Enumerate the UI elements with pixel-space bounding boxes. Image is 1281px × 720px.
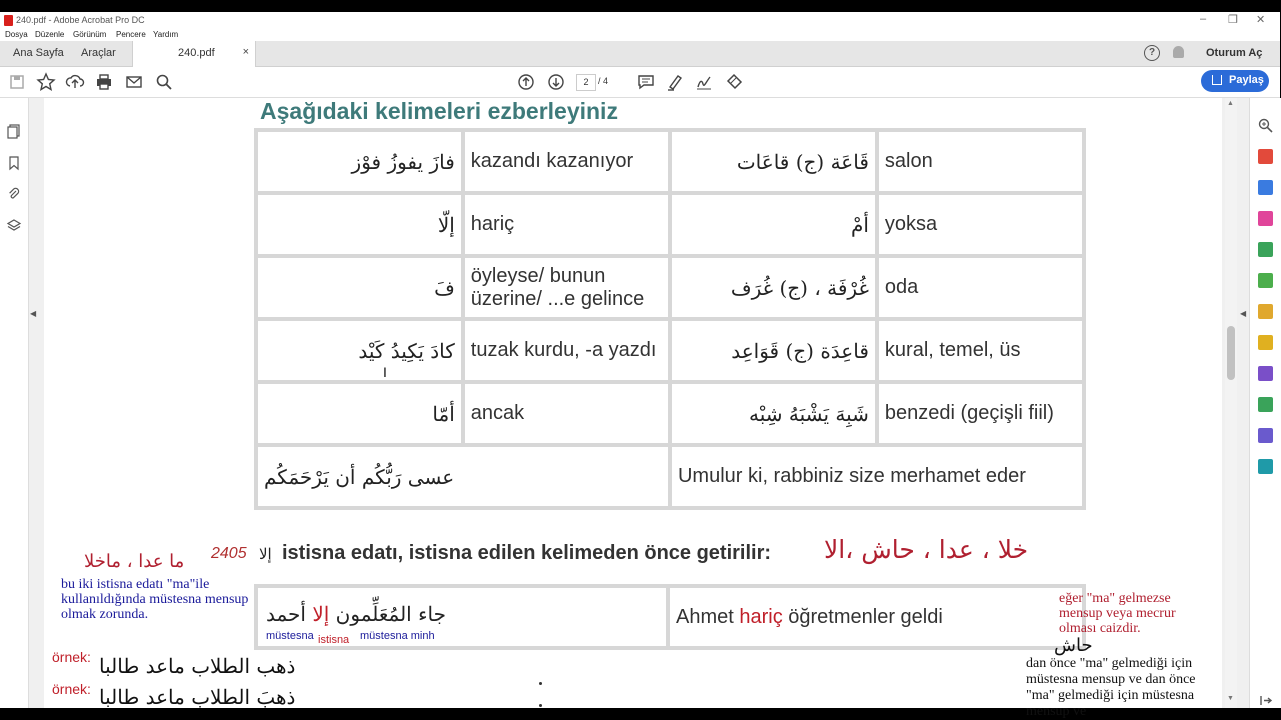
example-arabic-cell bbox=[258, 588, 666, 646]
annotation-note-left: bu iki istisna edatı "ma"ile kullanıldığında müstesna mensup olmak zorunda. bbox=[61, 577, 249, 622]
menu-window[interactable]: Pencere bbox=[116, 30, 146, 39]
example-illa: إلا bbox=[312, 602, 330, 626]
page-heading: Aşağıdaki kelimeleri ezberleyiniz bbox=[260, 98, 618, 124]
title-bar bbox=[0, 12, 1280, 29]
table-cell-arabic: فَ bbox=[258, 258, 461, 317]
bookmarks-icon[interactable] bbox=[7, 156, 21, 170]
sign-in-link[interactable]: Oturum Aç bbox=[1206, 47, 1263, 59]
example-sentence bbox=[266, 602, 446, 626]
organize-pages-icon[interactable] bbox=[1258, 211, 1273, 226]
acrobat-logo-icon bbox=[4, 15, 13, 26]
table-row bbox=[258, 588, 1082, 646]
table-cell-translation: kazandı kazanıyor bbox=[465, 132, 668, 191]
more-tools-icon[interactable] bbox=[1258, 459, 1273, 474]
example-translation-part: öğretmenler geldi bbox=[782, 605, 943, 628]
close-window-icon[interactable]: ✕ bbox=[1256, 14, 1266, 26]
example-sentence-part: جاء المُعَلِّمون bbox=[329, 602, 446, 626]
save-icon[interactable] bbox=[7, 72, 27, 92]
send-for-signature-icon[interactable] bbox=[1258, 366, 1273, 381]
tab-bar bbox=[0, 41, 1280, 67]
layers-icon[interactable] bbox=[7, 219, 21, 233]
handwritten-number: 2405 bbox=[211, 545, 247, 562]
help-icon[interactable]: ? bbox=[1144, 45, 1160, 61]
collapse-right-panel-icon[interactable]: ◀ bbox=[1240, 309, 1247, 318]
restore-icon[interactable]: ❐ bbox=[1228, 14, 1238, 26]
highlight-pen-icon[interactable] bbox=[665, 72, 685, 92]
example-label: örnek: bbox=[52, 649, 91, 665]
table-cell-translation: yoksa bbox=[879, 195, 1082, 254]
table-cell-arabic: عسى رَبُّكُم أن يَرْحَمَكُم bbox=[258, 447, 668, 506]
window-title: 240.pdf - Adobe Acrobat Pro DC bbox=[16, 15, 145, 25]
sign-icon[interactable] bbox=[694, 72, 714, 92]
protect-icon[interactable] bbox=[1258, 428, 1273, 443]
scroll-up-icon[interactable]: ▲ bbox=[1227, 100, 1234, 107]
rule-arabic-particles: خلا ، عدا ، حاش ،الا bbox=[824, 535, 1029, 564]
previous-page-icon[interactable] bbox=[516, 72, 536, 92]
annotation-note-right-2: dan önce "ma" gelmediği için müstesna mensup ve dan önce "ma" gelmediği için müstesna mensup ve bbox=[1026, 656, 1196, 719]
page-number-input[interactable]: 2 bbox=[576, 74, 596, 91]
example-translation-hariç: hariç bbox=[739, 605, 783, 628]
search-icon[interactable] bbox=[154, 72, 174, 92]
tab-tools[interactable]: Araçlar bbox=[81, 47, 116, 59]
pdf-page bbox=[44, 98, 1222, 719]
zoom-icon[interactable] bbox=[1258, 118, 1273, 133]
table-cell-arabic: إلّا bbox=[258, 195, 461, 254]
table-cell-arabic: قَاعَة (ج) قاعَات bbox=[672, 132, 875, 191]
ink-dot bbox=[539, 704, 542, 707]
close-tab-icon[interactable]: × bbox=[242, 46, 249, 58]
share-button[interactable] bbox=[1201, 70, 1269, 92]
tag-mustesna: müstesna bbox=[266, 630, 314, 642]
share-icon bbox=[1212, 75, 1222, 85]
annotation-arabic-left: ما عدا ، ماخلا bbox=[84, 551, 185, 572]
vertical-scrollbar[interactable] bbox=[1225, 98, 1237, 708]
table-cell-arabic: شَبِهَ يَشْبَهُ شِبْه bbox=[672, 384, 875, 443]
annotation-note-right: eğer "ma" gelmezse mensup veya mecrur olması caizdir. bbox=[1059, 591, 1176, 636]
create-pdf-icon[interactable] bbox=[1258, 149, 1273, 164]
right-tools-panel bbox=[1249, 98, 1281, 708]
export-pdf-icon[interactable] bbox=[1258, 273, 1273, 288]
table-cell-translation: oda bbox=[879, 258, 1082, 317]
rule-illa-word: إلا bbox=[259, 545, 272, 563]
toolbar bbox=[0, 67, 1280, 98]
print-icon[interactable] bbox=[94, 72, 114, 92]
rule-text: istisna edatı, istisna edilen kelimeden önce getirilir: bbox=[282, 542, 772, 564]
collapse-left-panel-icon[interactable]: ◀ bbox=[30, 309, 37, 318]
table-row bbox=[258, 321, 1082, 380]
menu-bar bbox=[0, 29, 1280, 41]
scroll-thumb[interactable] bbox=[1227, 326, 1235, 380]
table-row bbox=[258, 258, 1082, 317]
measure-stamp-icon[interactable] bbox=[724, 72, 744, 92]
table-cell-translation: benzedi (geçişli fiil) bbox=[879, 384, 1082, 443]
example-translation bbox=[670, 588, 1082, 646]
next-page-icon[interactable] bbox=[546, 72, 566, 92]
combine-files-icon[interactable] bbox=[1258, 180, 1273, 195]
table-cell-arabic: غُرْفَة ، (ج) غُرَف bbox=[672, 258, 875, 317]
share-label: Paylaş bbox=[1229, 74, 1264, 86]
left-nav-panel bbox=[0, 98, 29, 708]
comment-tool-icon[interactable] bbox=[1258, 335, 1273, 350]
example-sentence-part: أحمد bbox=[266, 602, 313, 626]
page-total: / 4 bbox=[598, 76, 609, 86]
bookmark-star-icon[interactable] bbox=[36, 72, 56, 92]
minimize-icon[interactable]: – bbox=[1200, 13, 1207, 25]
table-cell-translation: salon bbox=[879, 132, 1082, 191]
table-cell-translation: ancak bbox=[465, 384, 668, 443]
ink-dot bbox=[539, 682, 542, 685]
table-row bbox=[258, 195, 1082, 254]
scroll-down-icon[interactable]: ▼ bbox=[1227, 695, 1234, 702]
example-table bbox=[254, 584, 1086, 650]
arabic-example-line: ذهب الطلاب ماعد طالبا bbox=[99, 654, 296, 678]
menu-help[interactable]: Yardım bbox=[153, 30, 179, 39]
expand-panel-icon[interactable] bbox=[1258, 693, 1273, 708]
table-cell-translation: öyleyse/ bunun üzerine/ ...e gelince bbox=[465, 258, 668, 317]
tag-mustesna-minh: müstesna minh bbox=[360, 630, 435, 642]
comment-icon[interactable] bbox=[636, 72, 656, 92]
attachments-icon[interactable] bbox=[7, 187, 21, 201]
table-cell-translation: kural, temel, üs bbox=[879, 321, 1082, 380]
menu-edit[interactable]: Düzenle bbox=[35, 30, 65, 39]
table-row bbox=[258, 384, 1082, 443]
table-cell-arabic: أمّا bbox=[258, 384, 461, 443]
fill-sign-icon[interactable] bbox=[1258, 304, 1273, 319]
table-cell-arabic: قاعِدَة (ج) قَوَاعِد bbox=[672, 321, 875, 380]
compress-pdf-icon[interactable] bbox=[1258, 397, 1273, 412]
text-cursor-icon: I bbox=[383, 364, 387, 380]
vocabulary-table bbox=[254, 128, 1086, 510]
table-cell-arabic: أمْ bbox=[672, 195, 875, 254]
menu-file[interactable]: Dosya bbox=[5, 30, 28, 39]
email-icon[interactable] bbox=[124, 72, 144, 92]
tab-home[interactable]: Ana Sayfa bbox=[13, 47, 64, 59]
tag-istisna: istisna bbox=[318, 634, 350, 646]
tab-document[interactable] bbox=[132, 41, 256, 67]
menu-view[interactable]: Görünüm bbox=[73, 30, 107, 39]
example-label: örnek: bbox=[52, 681, 91, 697]
table-cell-translation: tuzak kurdu, -a yazdı bbox=[465, 321, 668, 380]
table-cell-arabic: فازَ يفوزُ فوْز bbox=[258, 132, 461, 191]
table-row bbox=[258, 447, 1082, 506]
tab-document-label: 240.pdf bbox=[178, 47, 215, 59]
table-row bbox=[258, 132, 1082, 191]
edit-pdf-icon[interactable] bbox=[1258, 242, 1273, 257]
table-cell-translation: hariç bbox=[465, 195, 668, 254]
table-cell-arabic: كادَ يَكِيدُ كَيْد bbox=[258, 321, 461, 380]
table-cell-translation: Umulur ki, rabbiniz size merhamet eder bbox=[672, 447, 1082, 506]
upload-cloud-icon[interactable] bbox=[65, 72, 85, 92]
notification-bell-icon[interactable] bbox=[1173, 46, 1184, 58]
arabic-example-line: ذهبَ الطلاب ماعد طالبا bbox=[99, 685, 296, 709]
acrobat-window bbox=[0, 12, 1280, 719]
page-thumbnails-icon[interactable] bbox=[7, 124, 21, 138]
example-translation-part: Ahmet bbox=[676, 605, 740, 628]
annotation-arabic-right: حاش bbox=[1054, 635, 1093, 656]
